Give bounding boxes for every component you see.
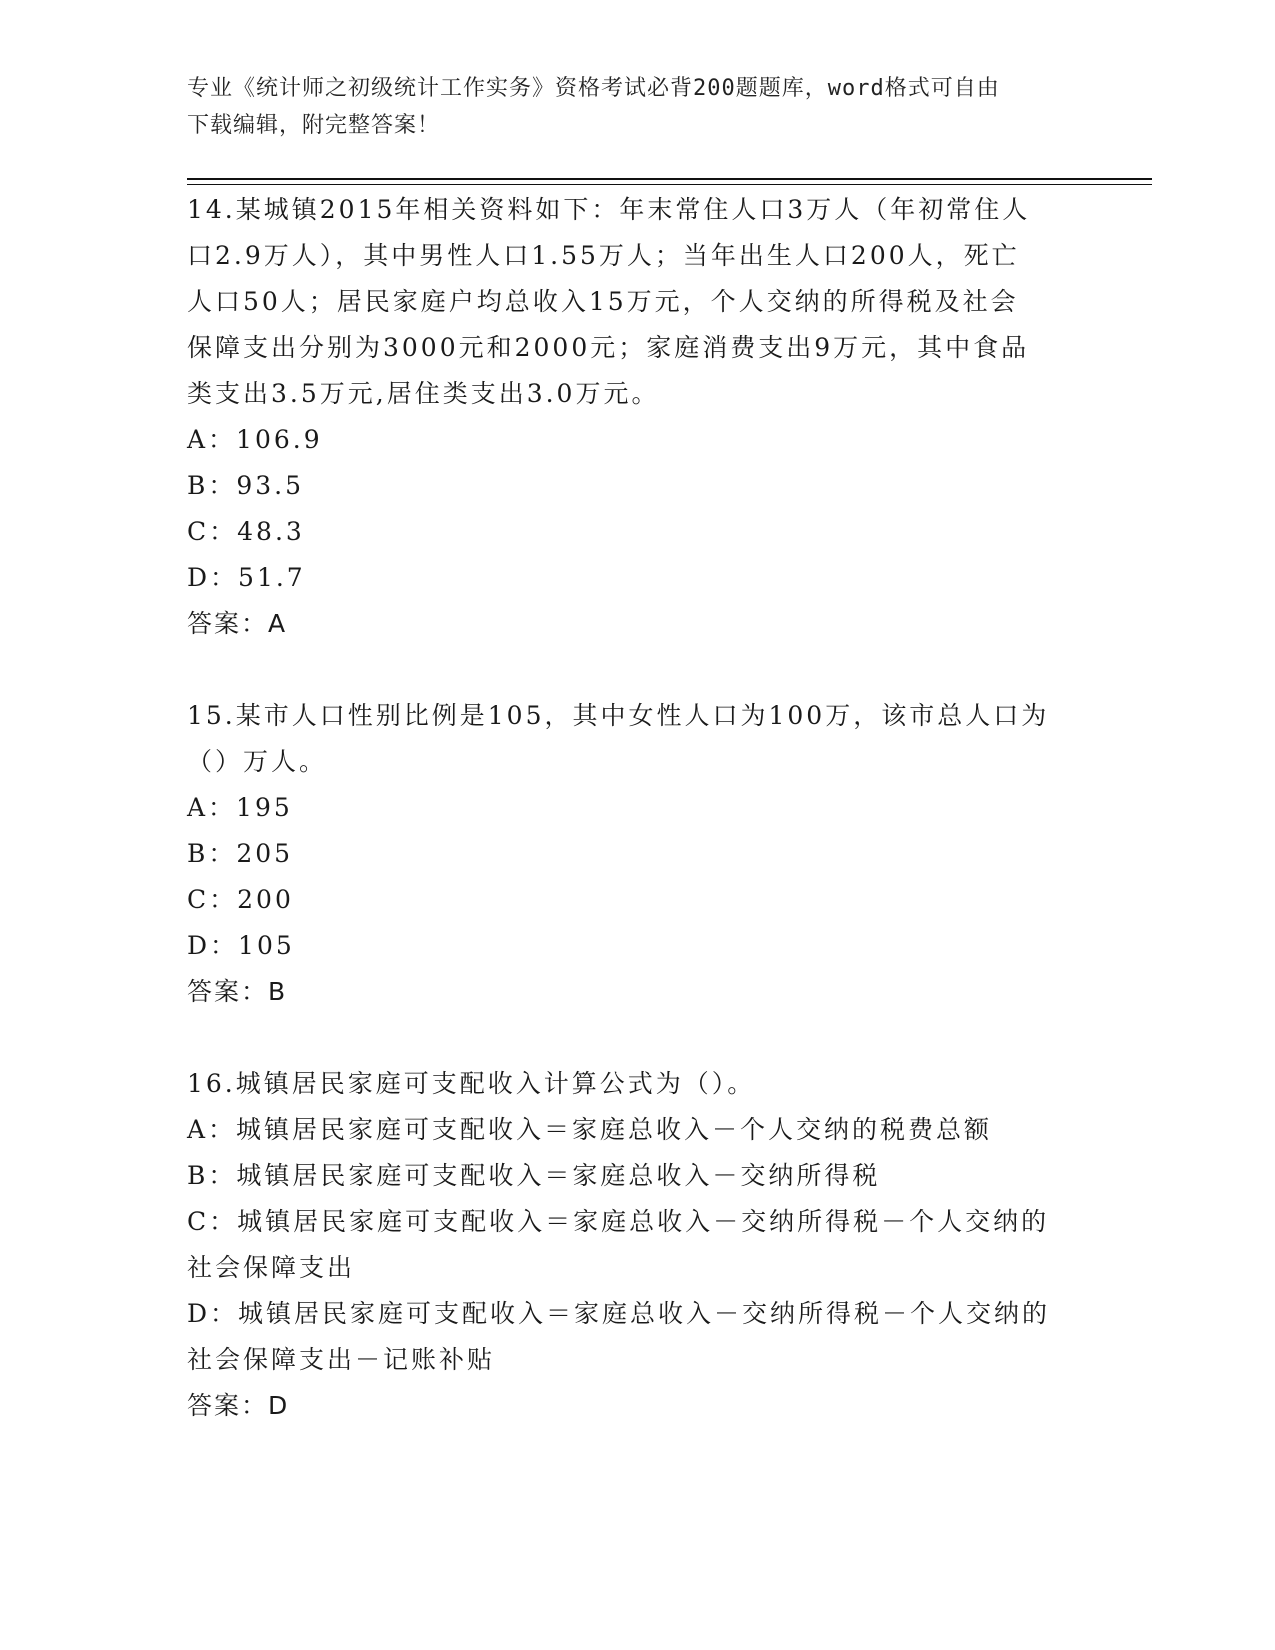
question-16 — [187, 1061, 1067, 1429]
question-spacer — [187, 647, 1067, 693]
rule-thin — [187, 184, 1152, 185]
question-15 — [187, 693, 1067, 1015]
header-double-rule — [187, 178, 1152, 185]
document-header — [187, 70, 1087, 144]
question-stem-line: （）万人。 — [187, 747, 328, 776]
question-list — [187, 187, 1067, 1429]
option-d: D：51.7 — [187, 563, 306, 592]
answer-line: 答案：D — [187, 1391, 290, 1420]
header-line: 下载编辑，附完整答案！ — [187, 113, 441, 138]
answer-line: 答案：B — [187, 977, 288, 1006]
question-stem-line: 14.某城镇2015年相关资料如下：年末常住人口3万人（年初常住人 — [187, 195, 1031, 224]
option-c: C：城镇居民家庭可支配收入＝家庭总收入－交纳所得税－个人交纳的 — [187, 1207, 1050, 1236]
question-stem-line: 人口50人；居民家庭户均总收入15万元，个人交纳的所得税及社会 — [187, 287, 1019, 316]
option-c: C：200 — [187, 885, 294, 914]
question-stem-line: 保障支出分别为3000元和2000元；家庭消费支出9万元，其中食品 — [187, 333, 1030, 362]
option-a: A：195 — [187, 793, 293, 822]
option-a: A：城镇居民家庭可支配收入＝家庭总收入－个人交纳的税费总额 — [187, 1115, 993, 1144]
option-d-continuation: 社会保障支出－记账补贴 — [187, 1345, 496, 1374]
option-b: B：城镇居民家庭可支配收入＝家庭总收入－交纳所得税 — [187, 1161, 881, 1190]
option-c: C：48.3 — [187, 517, 305, 546]
question-spacer — [187, 1015, 1067, 1061]
question-stem-line: 15.某市人口性别比例是105，其中女性人口为100万，该市总人口为 — [187, 701, 1050, 730]
option-b: B：205 — [187, 839, 294, 868]
answer-line: 答案：A — [187, 609, 288, 638]
question-stem-line: 类支出3.5万元,居住类支出3.0万元。 — [187, 379, 660, 408]
question-14 — [187, 187, 1067, 647]
header-line: 专业《统计师之初级统计工作实务》资格考试必背200题题库，word格式可自由 — [187, 76, 1000, 101]
option-d: D：105 — [187, 931, 295, 960]
question-stem-line: 16.城镇居民家庭可支配收入计算公式为（）。 — [187, 1069, 756, 1098]
question-stem-line: 口2.9万人），其中男性人口1.55万人；当年出生人口200人，死亡 — [187, 241, 1020, 270]
option-a: A：106.9 — [187, 425, 323, 454]
rule-thick — [187, 178, 1152, 180]
option-c-continuation: 社会保障支出 — [187, 1253, 356, 1282]
option-d: D：城镇居民家庭可支配收入＝家庭总收入－交纳所得税－个人交纳的 — [187, 1299, 1051, 1328]
option-b: B：93.5 — [187, 471, 305, 500]
